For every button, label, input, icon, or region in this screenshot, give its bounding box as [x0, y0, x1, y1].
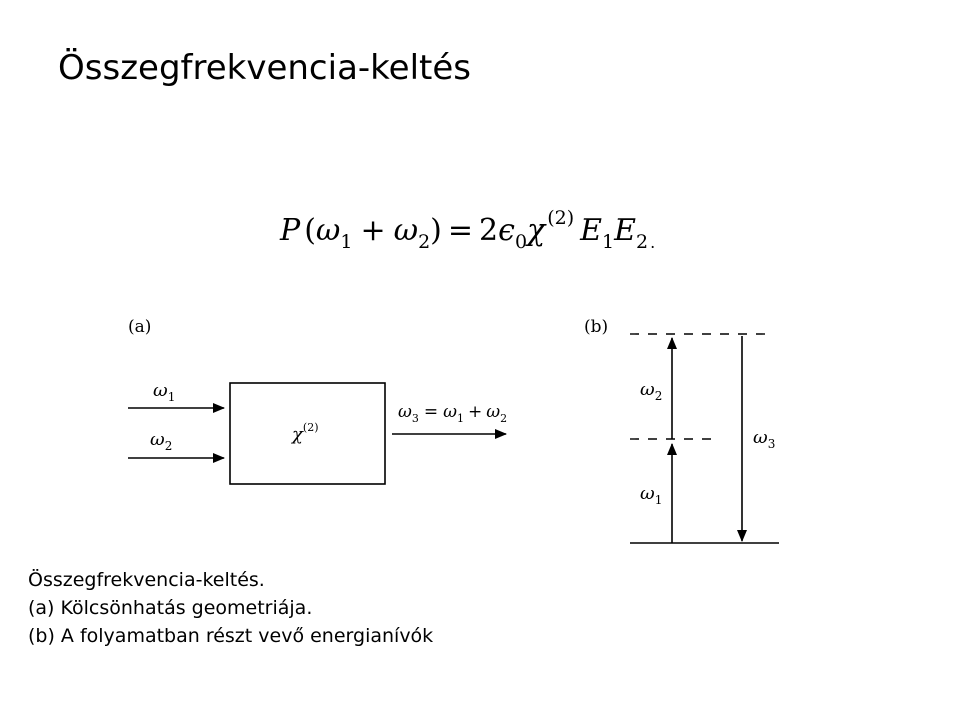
caption-line-1: Összegfrekvencia-keltés. — [28, 569, 265, 591]
svg-text:P(ω1+ω2)=2ϵ0χ(2)E1E2.: P $(\omega_1 + \omega_2) = 2\epsilon_0\chi$ $^{(2)}$ $E_1E_2$ . — [280, 207, 656, 253]
medium-symbol: $\chi^{(2)}$ — [292, 421, 319, 445]
panel-b-label: (b) — [584, 317, 609, 337]
caption-line-2: (a) Kölcsönhatás geometriája. — [28, 597, 313, 619]
caption-line-3: (b) A folyamatban részt vevő energianívók — [28, 625, 434, 647]
panel-a-label: (a) — [128, 317, 152, 337]
input-2-label: $\omega_2$ — [150, 429, 173, 453]
panel-a — [128, 317, 507, 484]
omega-2-label: $\omega_2$ — [640, 379, 663, 403]
input-1-label: $\omega_1$ — [153, 380, 176, 404]
omega-1-label: $\omega_1$ — [640, 483, 663, 507]
equation — [279, 207, 655, 253]
slide-title: Összegfrekvencia-keltés — [58, 48, 471, 88]
caption — [28, 566, 433, 650]
output-label: $\omega_3 = \omega_1 + \omega_2$ — [398, 402, 508, 425]
panel-b — [584, 317, 779, 543]
omega-3-label: $\omega_3$ — [753, 427, 776, 451]
